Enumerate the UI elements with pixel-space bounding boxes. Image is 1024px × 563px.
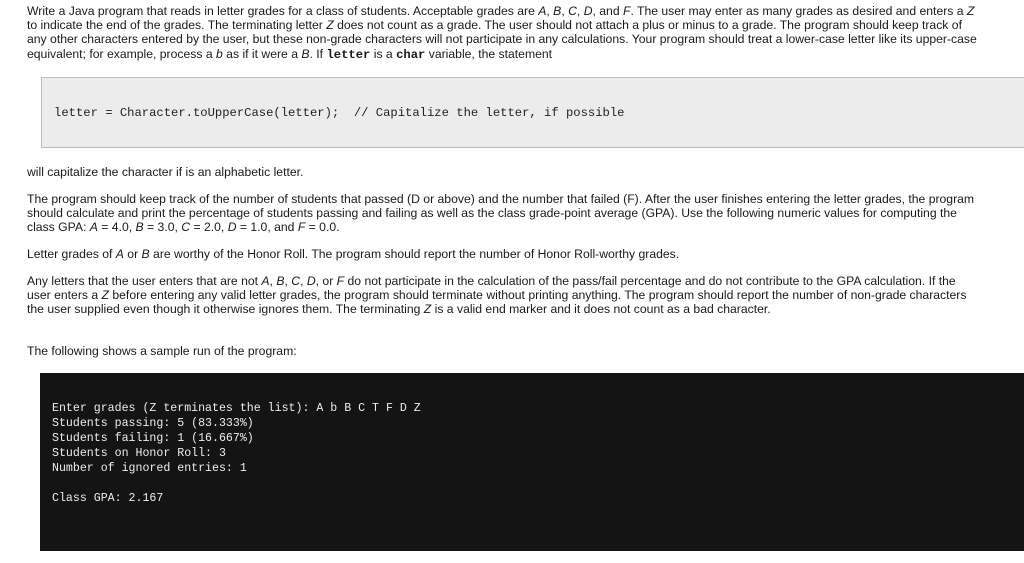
intro-paragraph: Write a Java program that reads in letter grades for a class of students. Acceptable grades are A, B, C, D, and F. The user may enter as many grades as desired and enters a Z to indicate the end of the grades. The terminating letter Z does not count as a grade. The user should not attach a plus or minus to a grade. The program should keep track of any other characters entered by the user, but these non-grade characters will not participate in any calculations. Your program should treat a lower-case letter like its upper-case equivalent; for example, process a b as if it were a B. If letter is a char variable, the statement [27,4,977,62]
terminal-line: Students on Honor Roll: 3 [52,447,226,460]
code-example-line: letter = Character.toUpperCase(letter); // Capitalize the letter, if possible [54,106,625,120]
honor-roll-paragraph: Letter grades of A or B are worthy of the Honor Roll. The program should report the number of Honor Roll-worthy grades. [27,247,680,261]
after-code-paragraph: will capitalize the character if is an alphabetic letter. [27,165,304,179]
terminal-line: Students passing: 5 (83.333%) [52,417,254,430]
terminal-line: Enter grades (Z terminates the list): A b B C T F D Z [52,402,421,415]
terminal-line: Class GPA: 2.167 [52,492,164,505]
terminal-line: Students failing: 1 (16.667%) [52,432,254,445]
sample-run-terminal [40,373,1024,551]
terminal-line: Number of ignored entries: 1 [52,462,247,475]
non-grade-paragraph: Any letters that the user enters that are not A, B, C, D, or F do not participate in the calculation of the pass/fail percentage and do not contribute to the GPA calculation. If the user enters a Z before entering any valid letter grades, the program should terminate without printing anything. The program should report the number of non-grade characters the user supplied even though it otherwise ignores them. The terminating Z is a valid end marker and it does not count as a bad character. [27,274,967,317]
tracking-paragraph: The program should keep track of the number of students that passed (D or above) and the number that failed (F). After the user finishes entering the letter grades, the program should calculate and print the percentage of students passing and failing as well as the class grade-point average (GPA). Use the following numeric values for computing the class GPA: A = 4.0, B = 3.0, C = 2.0, D = 1.0, and F = 0.0. [27,192,975,235]
sample-run-intro: The following shows a sample run of the program: [27,344,297,358]
code-example-box [41,77,1024,148]
